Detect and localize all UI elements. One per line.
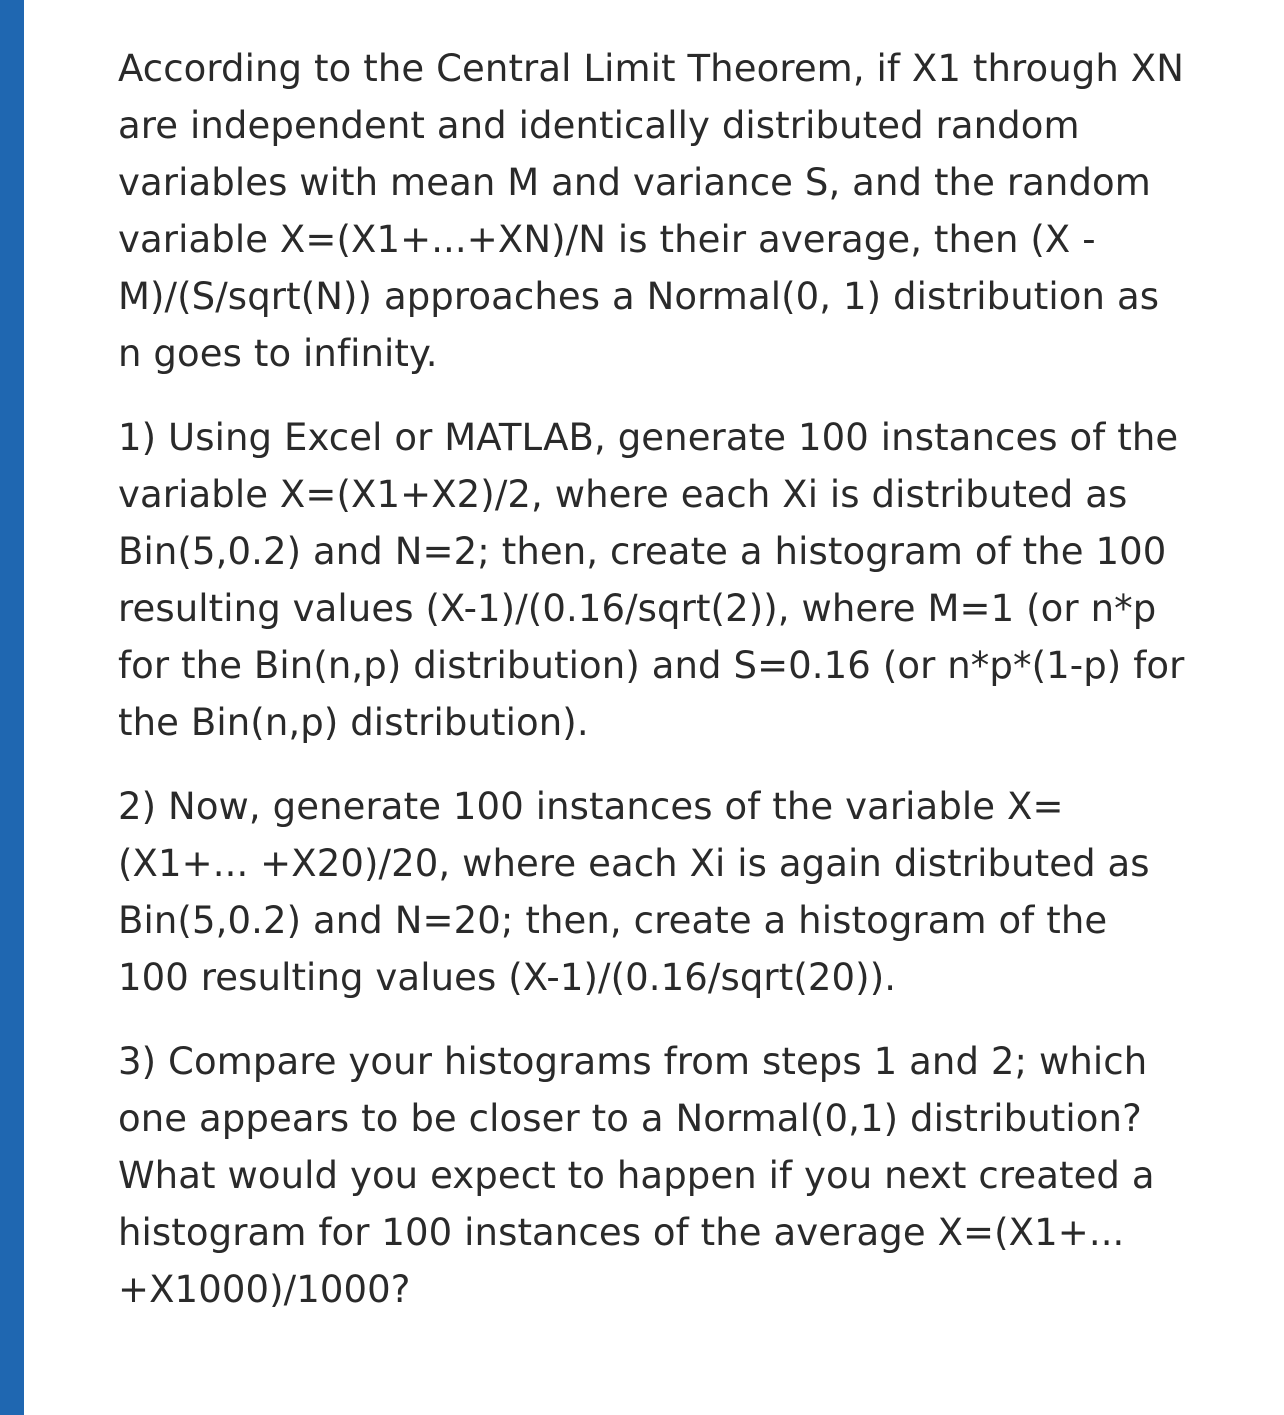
step-3-paragraph: 3) Compare your histograms from steps 1 and 2; which one appears to be closer to a Normal(0,1) distribution? What would you expect to happen if you next created a histogram for 100 instances of the average X=(X1+... +X1000)/1000? <box>118 1040 1155 1311</box>
step-2-paragraph: 2) Now, generate 100 instances of the variable X=(X1+... +X20)/20, where each Xi is again distributed as Bin(5,0.2) and N=20; then, create a histogram of the 100 resulting values (X-1)/(0.16/sqrt(20)). <box>118 785 1150 999</box>
intro-paragraph: According to the Central Limit Theorem, if X1 through XN are independent and identically distributed random variables with mean M and variance S, and the random variable X=(X1+...+XN)/N is their average, then (X - M)/(S/sqrt(N)) approaches a Normal(0, 1) distribution as n goes to infinity. <box>118 47 1185 375</box>
step-1-paragraph: 1) Using Excel or MATLAB, generate 100 instances of the variable X=(X1+X2)/2, where each Xi is distributed as Bin(5,0.2) and N=2; then, create a histogram of the 100 resulting values (X-1)/(0.16/sqrt(2)), where M=1 (or n*p for the Bin(n,p) distribution) and S=0.16 (or n*p*(1-p) for the Bin(n,p) distribution). <box>118 416 1185 744</box>
question-body <box>118 40 1188 1345</box>
left-accent-bar <box>0 0 24 1415</box>
